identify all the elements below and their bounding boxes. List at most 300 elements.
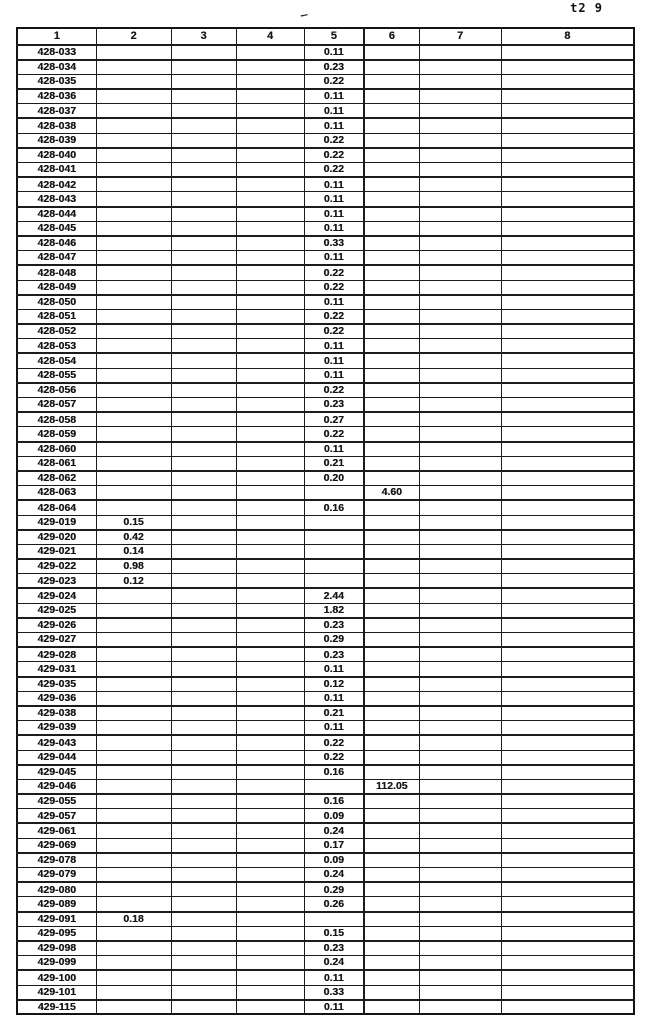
table-row bbox=[17, 45, 634, 60]
value-cell-col5: 0.11 bbox=[304, 353, 364, 368]
value-cell-col6 bbox=[364, 280, 419, 295]
value-cell-col6 bbox=[364, 442, 419, 457]
column-header-1: 1 bbox=[17, 28, 96, 45]
table-row bbox=[17, 721, 634, 736]
value-cell-col8 bbox=[501, 574, 634, 589]
value-cell-col6 bbox=[364, 603, 419, 618]
value-cell-col4 bbox=[236, 515, 304, 530]
value-cell-col6 bbox=[364, 295, 419, 310]
value-cell-col8 bbox=[501, 794, 634, 809]
value-cell-col2 bbox=[96, 133, 171, 148]
table-row bbox=[17, 530, 634, 545]
value-cell-col2 bbox=[96, 691, 171, 706]
table-row bbox=[17, 544, 634, 559]
value-cell-col3 bbox=[171, 74, 236, 89]
value-cell-col7 bbox=[419, 970, 501, 985]
value-cell-col5 bbox=[304, 544, 364, 559]
value-cell-col3 bbox=[171, 192, 236, 207]
row-id-cell: 429-080 bbox=[17, 882, 96, 897]
value-cell-col2 bbox=[96, 926, 171, 941]
value-cell-col2 bbox=[96, 588, 171, 603]
value-cell-col4 bbox=[236, 706, 304, 721]
value-cell-col2 bbox=[96, 647, 171, 662]
value-cell-col5: 0.24 bbox=[304, 823, 364, 838]
column-header-8: 8 bbox=[501, 28, 634, 45]
value-cell-col7 bbox=[419, 677, 501, 692]
value-cell-col6 bbox=[364, 706, 419, 721]
value-cell-col8 bbox=[501, 677, 634, 692]
value-cell-col4 bbox=[236, 530, 304, 545]
value-cell-col4 bbox=[236, 309, 304, 324]
value-cell-col7 bbox=[419, 956, 501, 971]
row-id-cell: 428-035 bbox=[17, 74, 96, 89]
row-id-cell: 428-060 bbox=[17, 442, 96, 457]
value-cell-col3 bbox=[171, 442, 236, 457]
table-row bbox=[17, 177, 634, 192]
row-id-cell: 429-022 bbox=[17, 559, 96, 574]
value-cell-col8 bbox=[501, 515, 634, 530]
value-cell-col7 bbox=[419, 544, 501, 559]
table-row bbox=[17, 603, 634, 618]
value-cell-col7 bbox=[419, 442, 501, 457]
value-cell-col4 bbox=[236, 265, 304, 280]
value-cell-col8 bbox=[501, 603, 634, 618]
value-cell-col6: 4.60 bbox=[364, 486, 419, 501]
value-cell-col5: 0.26 bbox=[304, 897, 364, 912]
value-cell-col6 bbox=[364, 912, 419, 927]
value-cell-col8 bbox=[501, 912, 634, 927]
header-row bbox=[17, 28, 634, 45]
value-cell-col8 bbox=[501, 868, 634, 883]
value-cell-col8 bbox=[501, 779, 634, 794]
value-cell-col7 bbox=[419, 691, 501, 706]
value-cell-col2 bbox=[96, 207, 171, 222]
value-cell-col7 bbox=[419, 779, 501, 794]
value-cell-col4 bbox=[236, 339, 304, 354]
value-cell-col5: 0.21 bbox=[304, 456, 364, 471]
row-id-cell: 429-046 bbox=[17, 779, 96, 794]
row-id-cell: 429-099 bbox=[17, 956, 96, 971]
value-cell-col7 bbox=[419, 588, 501, 603]
value-cell-col4 bbox=[236, 118, 304, 133]
value-cell-col4 bbox=[236, 721, 304, 736]
value-cell-col8 bbox=[501, 324, 634, 339]
value-cell-col4 bbox=[236, 104, 304, 119]
value-cell-col7 bbox=[419, 633, 501, 648]
value-cell-col8 bbox=[501, 412, 634, 427]
row-id-cell: 429-091 bbox=[17, 912, 96, 927]
value-cell-col8 bbox=[501, 838, 634, 853]
value-cell-col4 bbox=[236, 442, 304, 457]
table-row bbox=[17, 662, 634, 677]
value-cell-col5 bbox=[304, 779, 364, 794]
table-row bbox=[17, 74, 634, 89]
data-table bbox=[16, 27, 635, 1015]
value-cell-col8 bbox=[501, 721, 634, 736]
table-row bbox=[17, 500, 634, 515]
value-cell-col5: 0.22 bbox=[304, 427, 364, 442]
value-cell-col5: 0.11 bbox=[304, 118, 364, 133]
value-cell-col3 bbox=[171, 148, 236, 163]
value-cell-col8 bbox=[501, 823, 634, 838]
value-cell-col4 bbox=[236, 618, 304, 633]
value-cell-col4 bbox=[236, 838, 304, 853]
value-cell-col3 bbox=[171, 45, 236, 60]
value-cell-col2 bbox=[96, 1000, 171, 1015]
value-cell-col5: 0.24 bbox=[304, 956, 364, 971]
row-id-cell: 429-019 bbox=[17, 515, 96, 530]
table-row bbox=[17, 706, 634, 721]
value-cell-col5: 0.23 bbox=[304, 618, 364, 633]
row-id-cell: 429-025 bbox=[17, 603, 96, 618]
value-cell-col6 bbox=[364, 970, 419, 985]
value-cell-col7 bbox=[419, 456, 501, 471]
value-cell-col4 bbox=[236, 1000, 304, 1015]
table-row bbox=[17, 618, 634, 633]
row-id-cell: 429-079 bbox=[17, 868, 96, 883]
table-row bbox=[17, 588, 634, 603]
value-cell-col7 bbox=[419, 104, 501, 119]
table-row bbox=[17, 442, 634, 457]
value-cell-col6 bbox=[364, 192, 419, 207]
value-cell-col7 bbox=[419, 412, 501, 427]
value-cell-col4 bbox=[236, 60, 304, 75]
value-cell-col7 bbox=[419, 515, 501, 530]
value-cell-col6 bbox=[364, 412, 419, 427]
value-cell-col3 bbox=[171, 133, 236, 148]
value-cell-col5 bbox=[304, 574, 364, 589]
value-cell-col2 bbox=[96, 662, 171, 677]
value-cell-col2 bbox=[96, 118, 171, 133]
value-cell-col6: 112.05 bbox=[364, 779, 419, 794]
table-body bbox=[17, 45, 634, 1014]
value-cell-col8 bbox=[501, 280, 634, 295]
value-cell-col3 bbox=[171, 750, 236, 765]
value-cell-col7 bbox=[419, 735, 501, 750]
value-cell-col7 bbox=[419, 295, 501, 310]
value-cell-col5: 0.23 bbox=[304, 398, 364, 413]
value-cell-col3 bbox=[171, 926, 236, 941]
row-id-cell: 428-062 bbox=[17, 471, 96, 486]
value-cell-col4 bbox=[236, 941, 304, 956]
value-cell-col2 bbox=[96, 823, 171, 838]
table-header bbox=[17, 28, 634, 45]
row-id-cell: 428-053 bbox=[17, 339, 96, 354]
row-id-cell: 428-049 bbox=[17, 280, 96, 295]
value-cell-col8 bbox=[501, 368, 634, 383]
table-row bbox=[17, 339, 634, 354]
value-cell-col2 bbox=[96, 956, 171, 971]
value-cell-col4 bbox=[236, 809, 304, 824]
value-cell-col3 bbox=[171, 295, 236, 310]
value-cell-col2: 0.15 bbox=[96, 515, 171, 530]
value-cell-col6 bbox=[364, 926, 419, 941]
value-cell-col5: 0.22 bbox=[304, 74, 364, 89]
value-cell-col5: 0.11 bbox=[304, 721, 364, 736]
table-row bbox=[17, 251, 634, 266]
row-id-cell: 429-115 bbox=[17, 1000, 96, 1015]
row-id-cell: 428-052 bbox=[17, 324, 96, 339]
value-cell-col8 bbox=[501, 926, 634, 941]
table-row bbox=[17, 89, 634, 104]
page-number-annotation: t2 9 bbox=[570, 1, 603, 15]
value-cell-col5: 0.23 bbox=[304, 647, 364, 662]
value-cell-col3 bbox=[171, 765, 236, 780]
table-row bbox=[17, 574, 634, 589]
value-cell-col8 bbox=[501, 104, 634, 119]
value-cell-col3 bbox=[171, 486, 236, 501]
value-cell-col4 bbox=[236, 412, 304, 427]
row-id-cell: 428-044 bbox=[17, 207, 96, 222]
value-cell-col8 bbox=[501, 559, 634, 574]
value-cell-col4 bbox=[236, 633, 304, 648]
value-cell-col6 bbox=[364, 853, 419, 868]
value-cell-col4 bbox=[236, 588, 304, 603]
value-cell-col7 bbox=[419, 251, 501, 266]
value-cell-col7 bbox=[419, 912, 501, 927]
value-cell-col6 bbox=[364, 89, 419, 104]
value-cell-col3 bbox=[171, 251, 236, 266]
row-id-cell: 428-041 bbox=[17, 163, 96, 178]
value-cell-col7 bbox=[419, 794, 501, 809]
value-cell-col2 bbox=[96, 265, 171, 280]
value-cell-col3 bbox=[171, 823, 236, 838]
value-cell-col6 bbox=[364, 177, 419, 192]
row-id-cell: 429-031 bbox=[17, 662, 96, 677]
value-cell-col2 bbox=[96, 339, 171, 354]
table-row bbox=[17, 412, 634, 427]
table-row bbox=[17, 353, 634, 368]
value-cell-col8 bbox=[501, 647, 634, 662]
row-id-cell: 428-039 bbox=[17, 133, 96, 148]
value-cell-col5: 0.11 bbox=[304, 691, 364, 706]
value-cell-col6 bbox=[364, 515, 419, 530]
value-cell-col3 bbox=[171, 427, 236, 442]
row-id-cell: 428-040 bbox=[17, 148, 96, 163]
row-id-cell: 428-038 bbox=[17, 118, 96, 133]
value-cell-col3 bbox=[171, 559, 236, 574]
value-cell-col8 bbox=[501, 456, 634, 471]
value-cell-col5: 0.11 bbox=[304, 295, 364, 310]
row-id-cell: 428-056 bbox=[17, 383, 96, 398]
value-cell-col2 bbox=[96, 853, 171, 868]
value-cell-col8 bbox=[501, 530, 634, 545]
row-id-cell: 429-101 bbox=[17, 985, 96, 1000]
table-row bbox=[17, 295, 634, 310]
value-cell-col3 bbox=[171, 647, 236, 662]
row-id-cell: 429-026 bbox=[17, 618, 96, 633]
value-cell-col7 bbox=[419, 398, 501, 413]
value-cell-col4 bbox=[236, 177, 304, 192]
value-cell-col4 bbox=[236, 823, 304, 838]
value-cell-col4 bbox=[236, 251, 304, 266]
value-cell-col6 bbox=[364, 985, 419, 1000]
table-row bbox=[17, 823, 634, 838]
value-cell-col4 bbox=[236, 207, 304, 222]
value-cell-col5: 0.11 bbox=[304, 1000, 364, 1015]
value-cell-col6 bbox=[364, 750, 419, 765]
table-row bbox=[17, 398, 634, 413]
value-cell-col3 bbox=[171, 691, 236, 706]
table-row bbox=[17, 985, 634, 1000]
value-cell-col3 bbox=[171, 412, 236, 427]
value-cell-col7 bbox=[419, 765, 501, 780]
value-cell-col4 bbox=[236, 882, 304, 897]
value-cell-col6 bbox=[364, 633, 419, 648]
value-cell-col5: 0.11 bbox=[304, 368, 364, 383]
value-cell-col6 bbox=[364, 383, 419, 398]
value-cell-col4 bbox=[236, 868, 304, 883]
value-cell-col8 bbox=[501, 236, 634, 251]
value-cell-col5: 0.16 bbox=[304, 500, 364, 515]
value-cell-col7 bbox=[419, 750, 501, 765]
row-id-cell: 428-054 bbox=[17, 353, 96, 368]
value-cell-col8 bbox=[501, 941, 634, 956]
value-cell-col7 bbox=[419, 148, 501, 163]
value-cell-col7 bbox=[419, 882, 501, 897]
row-id-cell: 428-037 bbox=[17, 104, 96, 119]
value-cell-col2: 0.98 bbox=[96, 559, 171, 574]
value-cell-col5: 0.11 bbox=[304, 89, 364, 104]
table-row bbox=[17, 1000, 634, 1015]
value-cell-col4 bbox=[236, 794, 304, 809]
column-header-7: 7 bbox=[419, 28, 501, 45]
value-cell-col7 bbox=[419, 662, 501, 677]
value-cell-col2 bbox=[96, 721, 171, 736]
value-cell-col3 bbox=[171, 471, 236, 486]
value-cell-col2 bbox=[96, 970, 171, 985]
row-id-cell: 428-045 bbox=[17, 221, 96, 236]
table-row bbox=[17, 882, 634, 897]
row-id-cell: 429-095 bbox=[17, 926, 96, 941]
value-cell-col3 bbox=[171, 163, 236, 178]
value-cell-col4 bbox=[236, 89, 304, 104]
value-cell-col5: 0.22 bbox=[304, 750, 364, 765]
value-cell-col6 bbox=[364, 74, 419, 89]
value-cell-col8 bbox=[501, 251, 634, 266]
value-cell-col7 bbox=[419, 926, 501, 941]
row-id-cell: 428-033 bbox=[17, 45, 96, 60]
value-cell-col7 bbox=[419, 941, 501, 956]
table-row bbox=[17, 794, 634, 809]
value-cell-col2: 0.42 bbox=[96, 530, 171, 545]
row-id-cell: 429-038 bbox=[17, 706, 96, 721]
value-cell-col5: 0.11 bbox=[304, 662, 364, 677]
value-cell-col5: 0.11 bbox=[304, 251, 364, 266]
table-row bbox=[17, 735, 634, 750]
row-id-cell: 429-024 bbox=[17, 588, 96, 603]
value-cell-col4 bbox=[236, 192, 304, 207]
value-cell-col5: 0.29 bbox=[304, 882, 364, 897]
value-cell-col3 bbox=[171, 735, 236, 750]
value-cell-col5: 0.22 bbox=[304, 148, 364, 163]
row-id-cell: 429-035 bbox=[17, 677, 96, 692]
value-cell-col4 bbox=[236, 353, 304, 368]
value-cell-col3 bbox=[171, 838, 236, 853]
value-cell-col5 bbox=[304, 530, 364, 545]
table-row bbox=[17, 280, 634, 295]
value-cell-col6 bbox=[364, 221, 419, 236]
value-cell-col3 bbox=[171, 897, 236, 912]
value-cell-col8 bbox=[501, 765, 634, 780]
value-cell-col5: 0.16 bbox=[304, 794, 364, 809]
value-cell-col6 bbox=[364, 398, 419, 413]
value-cell-col5: 0.20 bbox=[304, 471, 364, 486]
value-cell-col3 bbox=[171, 853, 236, 868]
value-cell-col6 bbox=[364, 251, 419, 266]
value-cell-col8 bbox=[501, 618, 634, 633]
row-id-cell: 428-064 bbox=[17, 500, 96, 515]
value-cell-col5: 0.17 bbox=[304, 838, 364, 853]
value-cell-col6 bbox=[364, 823, 419, 838]
value-cell-col7 bbox=[419, 309, 501, 324]
value-cell-col2 bbox=[96, 633, 171, 648]
value-cell-col2 bbox=[96, 603, 171, 618]
value-cell-col2: 0.12 bbox=[96, 574, 171, 589]
value-cell-col8 bbox=[501, 471, 634, 486]
value-cell-col8 bbox=[501, 956, 634, 971]
value-cell-col2 bbox=[96, 985, 171, 1000]
value-cell-col4 bbox=[236, 765, 304, 780]
value-cell-col4 bbox=[236, 324, 304, 339]
value-cell-col8 bbox=[501, 662, 634, 677]
value-cell-col2 bbox=[96, 838, 171, 853]
row-id-cell: 429-069 bbox=[17, 838, 96, 853]
value-cell-col6 bbox=[364, 544, 419, 559]
table-row bbox=[17, 853, 634, 868]
value-cell-col8 bbox=[501, 163, 634, 178]
row-id-cell: 428-061 bbox=[17, 456, 96, 471]
value-cell-col3 bbox=[171, 309, 236, 324]
value-cell-col7 bbox=[419, 339, 501, 354]
value-cell-col2 bbox=[96, 398, 171, 413]
value-cell-col3 bbox=[171, 339, 236, 354]
row-id-cell: 428-042 bbox=[17, 177, 96, 192]
value-cell-col5: 0.33 bbox=[304, 236, 364, 251]
value-cell-col4 bbox=[236, 133, 304, 148]
value-cell-col4 bbox=[236, 691, 304, 706]
table-row bbox=[17, 427, 634, 442]
value-cell-col2 bbox=[96, 74, 171, 89]
value-cell-col7 bbox=[419, 1000, 501, 1015]
value-cell-col4 bbox=[236, 897, 304, 912]
value-cell-col7 bbox=[419, 280, 501, 295]
value-cell-col8 bbox=[501, 1000, 634, 1015]
value-cell-col4 bbox=[236, 236, 304, 251]
column-header-6: 6 bbox=[364, 28, 419, 45]
value-cell-col5: 0.09 bbox=[304, 853, 364, 868]
value-cell-col2 bbox=[96, 60, 171, 75]
value-cell-col7 bbox=[419, 163, 501, 178]
value-cell-col3 bbox=[171, 265, 236, 280]
value-cell-col5 bbox=[304, 912, 364, 927]
value-cell-col3 bbox=[171, 662, 236, 677]
value-cell-col2 bbox=[96, 779, 171, 794]
value-cell-col4 bbox=[236, 398, 304, 413]
row-id-cell: 429-044 bbox=[17, 750, 96, 765]
value-cell-col3 bbox=[171, 177, 236, 192]
value-cell-col5: 0.11 bbox=[304, 207, 364, 222]
value-cell-col8 bbox=[501, 750, 634, 765]
value-cell-col3 bbox=[171, 794, 236, 809]
value-cell-col8 bbox=[501, 985, 634, 1000]
value-cell-col3 bbox=[171, 618, 236, 633]
value-cell-col8 bbox=[501, 89, 634, 104]
value-cell-col8 bbox=[501, 809, 634, 824]
value-cell-col5: 0.11 bbox=[304, 970, 364, 985]
value-cell-col4 bbox=[236, 647, 304, 662]
value-cell-col7 bbox=[419, 207, 501, 222]
